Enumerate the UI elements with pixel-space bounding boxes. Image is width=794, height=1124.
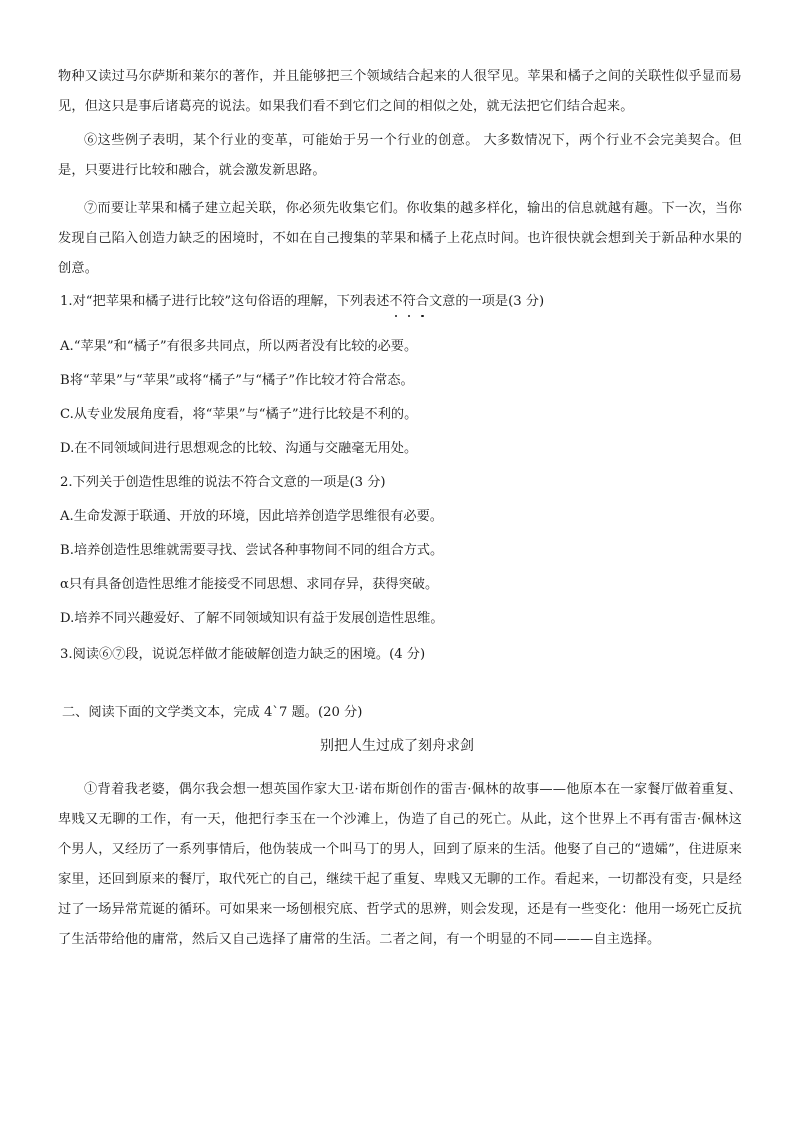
question-1-stem bbox=[60, 292, 744, 312]
passage-paragraph-7: ⑦而要让苹果和橘子建立起关联，你必须先收集它们。你收集的越多样化，输出的信息就越有趣。下一次，当你发现自己陷入创造力缺乏的困境时，不如在自己搜集的苹果和橘子上花点时间。也许很快就会想到关于新品种水果的创意。 bbox=[58, 201, 742, 276]
emphasis-char-1: 不 bbox=[389, 292, 402, 312]
question-1-stem-after: 文意的一项是(3 分) bbox=[428, 294, 545, 309]
question-2-stem: 2.下列关于创造性思维的说法不符合文意的一项是(3 分) bbox=[60, 475, 386, 490]
question-2-option-b: B.培养创造性思维就需要寻找、尝试各种事物间不同的组合方式。 bbox=[60, 543, 444, 558]
passage-paragraph-6: ⑥这些例子表明，某个行业的变革，可能始于另一个行业的创意。 大多数情况下，两个行业不会完美契合。但是，只要进行比较和融合，就会激发新思路。 bbox=[58, 133, 742, 178]
question-2-option-c: α只有具备创造性思维才能接受不同思想、求同存异，获得突破。 bbox=[60, 577, 439, 592]
section-2-heading: 二、阅读下面的文学类文本，完成 4`7 题。(20 分) bbox=[62, 705, 363, 720]
question-1-option-b: B将“苹果”与“苹果”或将“橘子”与“橘子”作比较才符合常态。 bbox=[60, 373, 414, 388]
question-1-option-a: A.“苹果”和“橘子”有很多共同点，所以两者没有比较的必要。 bbox=[60, 339, 418, 354]
question-2-option-d: D.培养不同兴趣爱好、了解不同领域知识有益于发展创造性思维。 bbox=[60, 611, 444, 626]
question-1-stem-before: 1.对“把苹果和橘子进行比较”这句俗语的理解，下列表述 bbox=[60, 294, 390, 309]
question-2-option-a: A.生命发源于联通、开放的环境，因此培养创造学思维很有必要。 bbox=[60, 509, 443, 524]
emphasis-char-3: 合 bbox=[416, 292, 429, 312]
question-1-option-c: C.从专业发展角度看，将“苹果”与“橘子”进行比较是不利的。 bbox=[60, 407, 418, 422]
emphasis-char-2: 符 bbox=[403, 292, 416, 312]
article-paragraph-1: ①背着我老婆，偶尔我会想一想英国作家大卫·诺布斯创作的雷吉·佩林的故事——他原本在一家餐厅做着重复、卑贱又无聊的工作，有一天，他把行李玉在一个沙滩上，伪造了自己的死亡。从此，这个世界上不再有雷吉·佩林这个男人，又经历了一系列事情后，他伪装成一个叫马丁的男人，回到了原来的生活。他娶了自己的“遗孀”，住进原来家里，还回到原来的餐厅，取代死亡的自己，继续干起了重复、卑贱又无聊的工作。看起来，一切都没有变，只是经过了一场异常荒诞的循环。可如果来一场刨根究底、哲学式的思辨，则会发现，还是有一些变化：他用一场死亡反抗了生活带给他的庸常，然后又自己选择了庸常的生活。二者之间，有一个明显的不同———自主选择。 bbox=[58, 782, 742, 947]
question-3-stem: 3.阅读⑥⑦段，说说怎样做才能破解创造力缺乏的困境。(4 分) bbox=[60, 647, 426, 662]
question-1-option-d: D.在不同领域间进行思想观念的比较、沟通与交融毫无用处。 bbox=[60, 441, 418, 456]
article-title: 别把人生过成了刻舟求剑 bbox=[320, 738, 474, 754]
passage-paragraph-continued: 物种又读过马尔萨斯和莱尔的著作，并且能够把三个领域结合起来的人很罕见。苹果和橘子之间的关联性似乎显而易见，但这只是事后诸葛亮的说法。如果我们看不到它们之间的相似之处，就无法把它们结合起来。 bbox=[58, 69, 742, 114]
